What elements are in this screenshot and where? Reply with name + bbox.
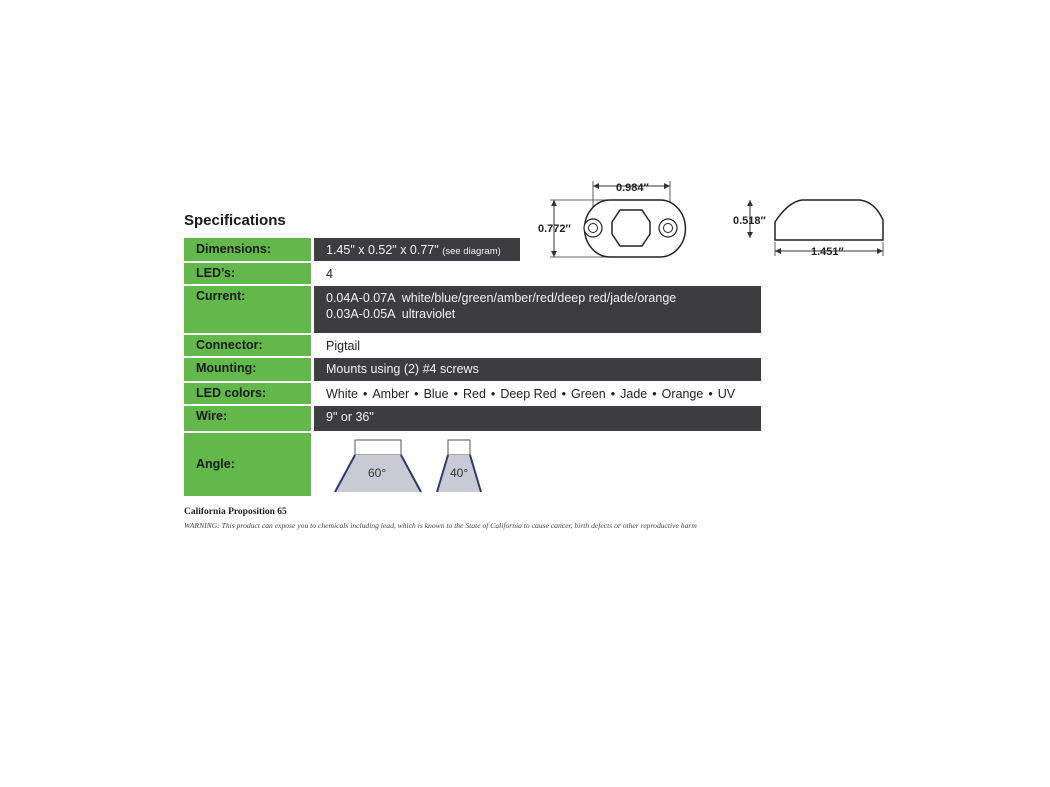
color-deep-red: Deep Red (500, 387, 557, 401)
color-green: Green (571, 387, 606, 401)
dimensions-label: Dimensions: (184, 238, 311, 261)
current-value (314, 286, 761, 333)
prop65-warning: WARNING: This product can expose you to chemicals including lead, which is known to the State of California to cause cancer, birth defects or other reproductive harm (184, 521, 697, 530)
dimensions-note: (see diagram) (442, 246, 501, 257)
color-uv: UV (717, 387, 736, 401)
height-side-label: 0.518″ (733, 215, 766, 227)
dimensions-text: 1.45" x 0.52" x 0.77" (326, 243, 439, 257)
color-jade: Jade (620, 387, 648, 401)
separator-dot: • (652, 387, 657, 401)
current-label: Current: (184, 286, 311, 333)
beam-60-degree (335, 440, 421, 492)
page-title: Specifications (184, 212, 286, 229)
led-colors-label: LED colors: (184, 383, 311, 404)
mounting-value: Mounts using (2) #4 screws (314, 358, 761, 381)
wire-label: Wire: (184, 406, 311, 431)
angle-label: Angle: (184, 433, 311, 496)
side-view-drawing (733, 200, 883, 258)
separator-dot: • (490, 387, 496, 401)
color-white: White (326, 387, 358, 401)
beam-40-degree (437, 440, 481, 492)
front-view-drawing (538, 181, 685, 257)
height-left-label: 0.772″ (538, 223, 571, 235)
connector-label: Connector: (184, 335, 311, 356)
mounting-label: Mounting: (184, 358, 311, 381)
separator-dot: • (561, 387, 566, 401)
color-orange: Orange (661, 387, 704, 401)
separator-dot: • (708, 387, 713, 401)
current-line-2: 0.03A-0.05A ultraviolet (326, 307, 456, 321)
beam-angle-diagram (330, 436, 500, 496)
angle-40-text: 40° (450, 466, 469, 480)
angle-60-text: 60° (368, 466, 387, 480)
dimension-diagram (530, 172, 890, 264)
width-top-label: 0.984″ (616, 182, 649, 194)
prop65-title: California Proposition 65 (184, 507, 287, 517)
current-line-1: 0.04A-0.07A white/blue/green/amber/red/deep red/jade/orange (326, 291, 677, 305)
connector-value: Pigtail (326, 339, 361, 353)
separator-dot: • (362, 387, 368, 401)
separator-dot: • (414, 387, 419, 401)
dimensions-value (314, 238, 520, 261)
leds-label: LED’s: (184, 263, 311, 284)
length-side-label: 1.451″ (811, 246, 844, 258)
wire-value: 9" or 36" (314, 406, 761, 431)
color-amber: Amber (372, 387, 410, 401)
color-blue: Blue (423, 387, 449, 401)
led-colors-value (314, 383, 735, 404)
color-red: Red (462, 387, 486, 401)
separator-dot: • (453, 387, 458, 401)
separator-dot: • (610, 387, 616, 401)
leds-value: 4 (326, 267, 333, 281)
